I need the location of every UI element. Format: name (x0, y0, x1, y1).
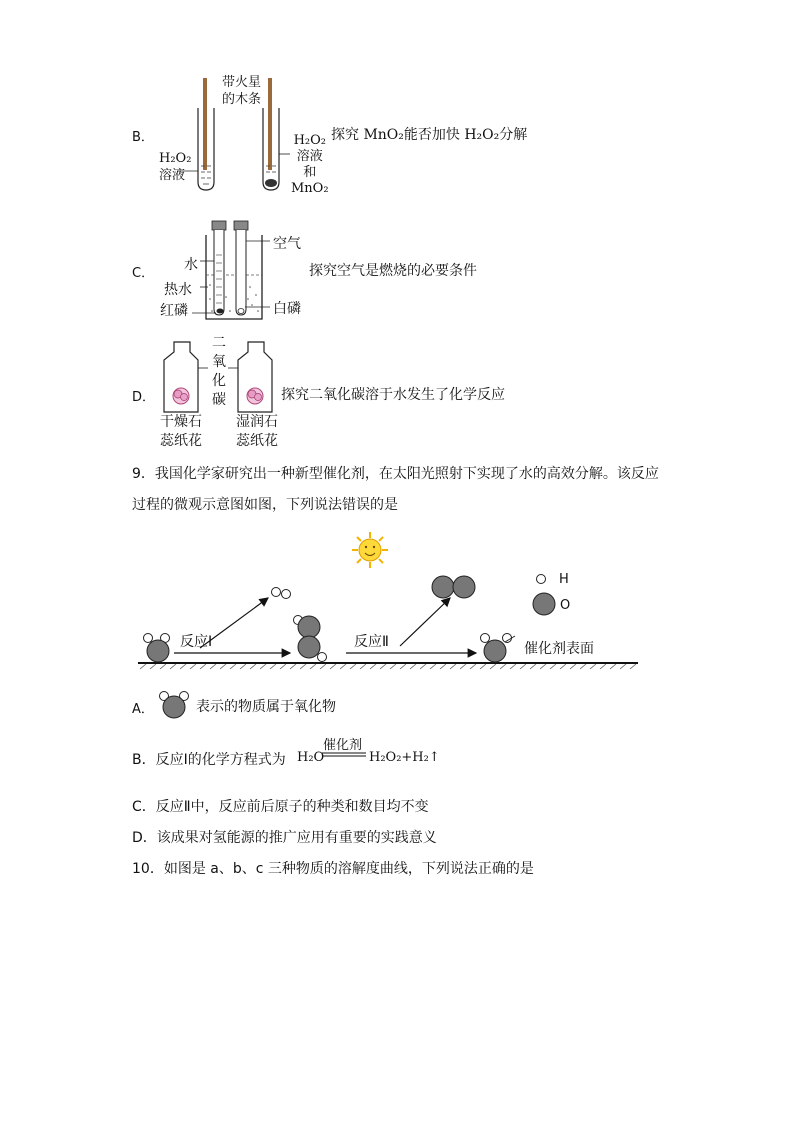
surface-hatching (140, 664, 636, 669)
co2-label: 二 氧 化 碳 (212, 335, 226, 408)
option-b-description: 探究 MnO₂能否加快 H₂O₂分解 (331, 127, 528, 143)
left-stopper (212, 221, 226, 230)
q9-option-d: D．该成果对氢能源的推广应用有重要的实践意义 (132, 830, 437, 846)
legend-h-label: H (559, 572, 569, 587)
o2-release-arrow (400, 598, 450, 646)
right-splint (268, 78, 272, 170)
hydrogen-molecule-1 (272, 588, 291, 599)
red-phosphorus (217, 309, 224, 314)
option-c-description: 探究空气是燃烧的必要条件 (309, 263, 477, 279)
reaction-diagram (130, 530, 650, 675)
option-b-letter: B． (132, 130, 154, 145)
legend-o-atom (533, 593, 555, 615)
option-d-letter: D． (132, 390, 156, 405)
wet-paper-flower-label: 湿润石 蕊纸花 (236, 414, 278, 449)
white-phosphorus (238, 309, 244, 314)
water-molecule (144, 634, 170, 663)
left-inner-tube (214, 230, 224, 315)
red-phosphorus-label: 红磷 (160, 303, 188, 319)
q9-option-b-text: B．反应Ⅰ的化学方程式为 (132, 752, 286, 768)
catalyst-surface-label: 催化剂表面 (524, 641, 594, 657)
right-inner-tube (236, 230, 246, 315)
equation-double-bar (322, 752, 368, 758)
oxygen-molecule (432, 576, 475, 598)
white-phosphorus-label: 白磷 (273, 301, 301, 317)
right-tube-label: H₂O₂ 溶液 和 MnO₂ (291, 133, 329, 196)
reaction1-label: 反应Ⅰ (180, 634, 213, 650)
option-c-letter: C． (132, 266, 155, 281)
q9-option-a-letter: A． (132, 702, 154, 717)
air-label: 空气 (273, 236, 301, 252)
legend-h-atom (537, 575, 546, 584)
dry-flower (173, 388, 189, 404)
q9-option-c: C．反应Ⅱ中，反应前后原子的种类和数目均不变 (132, 799, 429, 815)
legend-o-label: O (560, 598, 571, 613)
mno2-powder (265, 179, 277, 187)
equation-catalyst: 催化剂 (323, 738, 363, 753)
hot-water-label: 热水 (164, 282, 192, 298)
equation-rhs: H₂O₂+H₂↑ (369, 750, 440, 765)
q9-stem-line1: 9．我国化学家研究出一种新型催化剂，在太阳光照射下实现了水的高效分解。该反应 (132, 466, 659, 482)
water-label: 水 (184, 257, 198, 273)
right-stopper (234, 221, 248, 230)
reaction2-label: 反应Ⅱ (354, 634, 389, 650)
water-molecule-icon (158, 688, 190, 720)
q9-stem-line2: 过程的微观示意图如图，下列说法错误的是 (132, 497, 398, 513)
left-tube-label: H₂O₂ 溶液 (159, 151, 192, 183)
left-splint (203, 78, 207, 170)
dry-paper-flower-label: 干燥石 蕊纸花 (160, 414, 202, 449)
q10-stem: 10．如图是 a、b、c 三种物质的溶解度曲线，下列说法正确的是 (132, 861, 534, 877)
q9-option-a-text: 表示的物质属于氧化物 (196, 699, 336, 715)
water-molecule-product (481, 634, 512, 663)
splint-label: 带火星 的木条 (222, 75, 262, 107)
wet-flower (247, 388, 263, 404)
equation-lhs: H₂O (297, 750, 325, 765)
hydrogen-peroxide-molecule (294, 616, 327, 662)
option-d-description: 探究二氧化碳溶于水发生了化学反应 (281, 387, 505, 403)
sun-icon (352, 532, 388, 568)
